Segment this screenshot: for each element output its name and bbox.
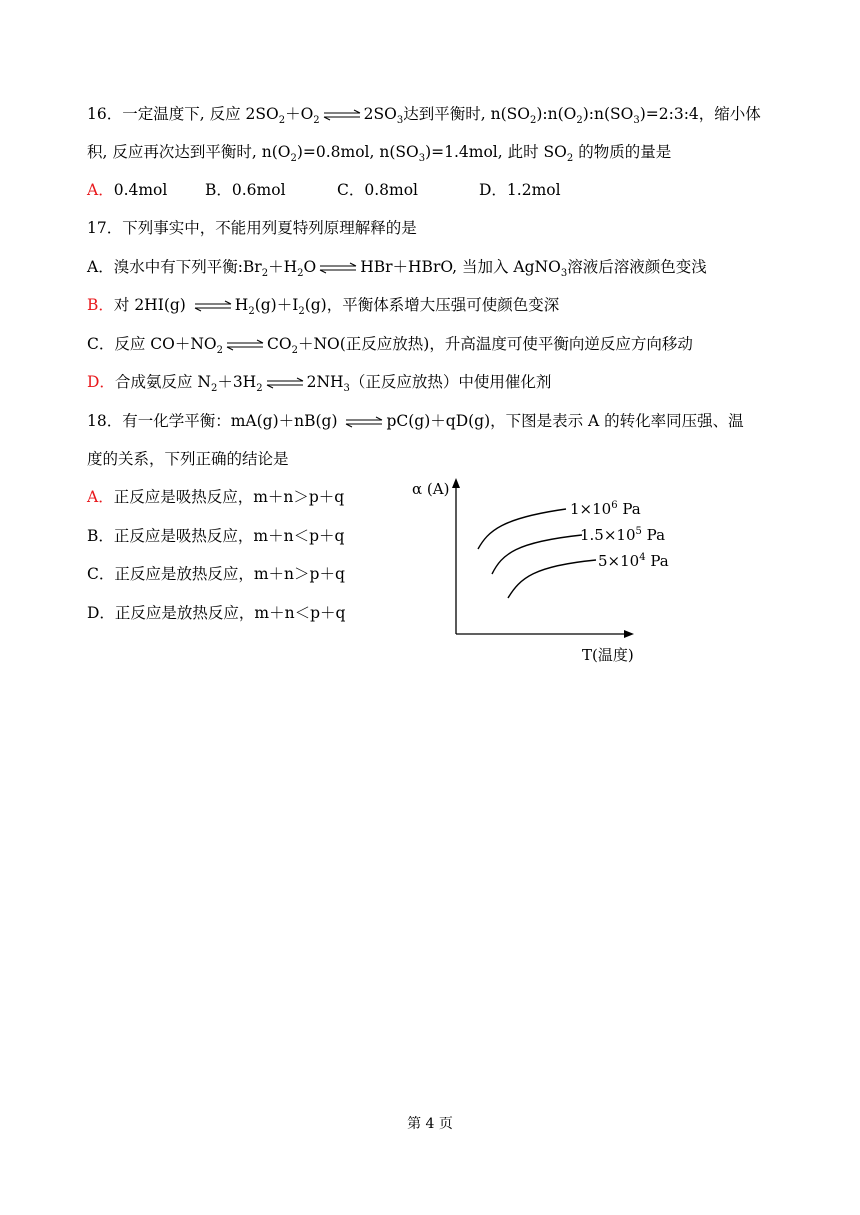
- q17-option-c[interactable]: C．反应 $CO+NO_2$ $CO_2+NO$(正反应放热)，升高温度可使平衡向逆反应方向移动: [87, 335, 693, 357]
- q16-stem-line2: 积, 反应再次达到平衡时, $n(O_2)=0.8mol$, $n(SO_3)=1.4mol$, 此时 $SO_2$ 的物质的量是: [87, 143, 672, 165]
- q18-stem-line2: 度的关系，下列正确的结论是: [87, 450, 289, 468]
- equilibrium-arrow-icon: [318, 262, 358, 274]
- curve-1-5e5-pa: [492, 535, 582, 574]
- curve-label-3: $5\times 10^4$ Pa: [598, 552, 669, 570]
- equilibrium-arrow-icon: [265, 377, 305, 389]
- equilibrium-arrow-icon: [225, 339, 265, 351]
- page-number: 第 4 页: [407, 1116, 453, 1132]
- q16-stem-line1: 16．一定温度下, 反应 $2SO_2+O_2$ $2SO_3$达到平衡时, $n(SO_2):n(O_2):n(SO_3)=2:3:4$，缩小体: [87, 105, 761, 127]
- q18-option-c[interactable]: C．正反应是放热反应，m＋n＞p＋q: [87, 565, 345, 583]
- q17-option-b[interactable]: B．对 2HI(g) $H_2(g)+I_2(g)$，平衡体系增大压强可使颜色变深: [87, 296, 560, 318]
- q17-option-d[interactable]: D．合成氨反应 $N_2+3H_2$ $2NH_3$（正反应放热）中使用催化剂: [87, 373, 552, 395]
- q16-option-c[interactable]: C．0.8mol: [337, 181, 418, 199]
- q16-option-a[interactable]: A．0.4mol: [87, 181, 168, 199]
- curve-1e6-pa: [478, 509, 566, 549]
- x-axis-label: T(温度): [582, 646, 634, 664]
- x-axis-arrow-icon: [624, 630, 634, 638]
- q18-option-d[interactable]: D．正反应是放热反应，m＋n＜p＋q: [87, 604, 346, 622]
- q18-option-b[interactable]: B．正反应是吸热反应，m＋n＜p＋q: [87, 527, 345, 545]
- equilibrium-arrow-icon: [344, 416, 384, 428]
- q17-stem: 17．下列事实中，不能用列夏特列原理解释的是: [87, 219, 417, 237]
- q16-options: [87, 179, 597, 201]
- q17-option-a[interactable]: A．溴水中有下列平衡$:Br_2+H_2O$ HBr＋HBrO, 当加入 AgNO$_3$溶液后溶液颜色变浅: [87, 258, 707, 280]
- curve-label-2: $1.5\times 10^5$ Pa: [580, 526, 666, 544]
- q16-option-d[interactable]: D．1.2mol: [479, 181, 561, 199]
- y-axis-arrow-icon: [452, 478, 460, 488]
- y-axis-label: α (A): [412, 480, 450, 498]
- q16-option-b[interactable]: B．0.6mol: [205, 181, 286, 199]
- equilibrium-arrow-icon: [322, 109, 362, 121]
- curve-5e4-pa: [508, 560, 596, 598]
- curve-label-1: $1\times 10^6$ Pa: [570, 500, 641, 518]
- conversion-temperature-figure: [410, 476, 680, 670]
- equilibrium-arrow-icon: [193, 300, 233, 312]
- q18-option-a[interactable]: A．正反应是吸热反应，m＋n＞p＋q: [87, 488, 345, 506]
- q18-stem-line1: 18．有一化学平衡：mA(g)＋nB(g) pC(g)＋qD(g)，下图是表示 A 的转化率同压强、温: [87, 412, 744, 430]
